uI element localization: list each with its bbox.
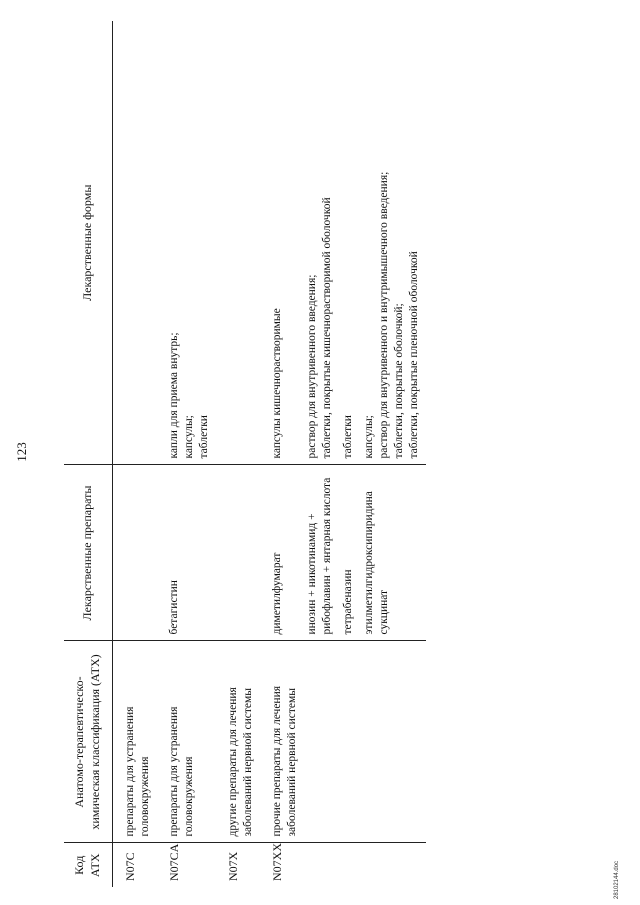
cell-classification (339, 641, 360, 843)
form-line: таблетки, покрытые кишечнорастворимой оболочкой (321, 197, 334, 459)
cell-forms (260, 21, 304, 465)
cell-forms (157, 21, 216, 465)
atx-drug-table (64, 21, 426, 887)
header-drugs: Лекарственные препараты (64, 465, 113, 641)
cell-forms (339, 21, 360, 465)
cell-drug (113, 465, 157, 641)
cell-drug: этилметилгидроксипиридина сукцинат (360, 465, 426, 641)
header-code: Код АТХ (64, 843, 113, 887)
cell-code: N07X (225, 851, 240, 881)
table-header-row (64, 21, 113, 887)
form-line: капли для приема внутрь; (167, 332, 180, 459)
table-row (157, 21, 216, 887)
form-line: раствор для внутривенного введения; (306, 274, 319, 459)
cell-drug: тетрабеназин (339, 465, 360, 641)
cell-forms (113, 21, 157, 465)
cell-forms (216, 21, 260, 465)
cell-classification: препараты для устранения головокружения (113, 641, 157, 843)
form-line: капсулы кишечнорастворимые (270, 308, 283, 459)
form-line: таблетки, покрытые оболочкой; (393, 303, 406, 459)
form-line: таблетки (342, 415, 355, 459)
form-line: таблетки (197, 415, 210, 459)
cell-code (360, 843, 426, 887)
cell-drug (216, 465, 260, 641)
cell-forms (360, 21, 426, 465)
header-forms: Лекарственные формы (64, 21, 113, 465)
table-row (303, 21, 339, 887)
cell-classification: другие препараты для лечения заболеваний нервной системы (216, 641, 260, 843)
cell-code: N07C (123, 852, 137, 881)
cell-code (339, 843, 360, 887)
cell-forms (303, 21, 339, 465)
table-row (216, 21, 260, 887)
page-number: 123 (14, 442, 29, 462)
cell-classification: препараты для устранения головокружения (157, 641, 216, 843)
form-line: таблетки, покрытые пленочной оболочкой (408, 251, 421, 459)
cell-drug: бетагистин (157, 465, 216, 641)
cell-code: N07XX (269, 843, 284, 881)
form-line: капсулы; (182, 415, 195, 459)
cell-classification: прочие препараты для лечения заболеваний нервной системы (260, 641, 304, 843)
cell-drug: инозин + никотинамид + рибофлавин + янтарная кислота (303, 465, 339, 641)
form-line: раствор для внутривенного и внутримышечного введения; (378, 171, 391, 459)
cell-code (303, 843, 339, 887)
cell-code: N07CA (166, 843, 181, 881)
cell-drug: диметилфумарат (260, 465, 304, 641)
cell-classification (360, 641, 426, 843)
table-row (360, 21, 426, 887)
header-classification: Анатомо-терапевтическо-химическая классификация (АТХ) (64, 641, 113, 843)
table-row (339, 21, 360, 887)
document-filename: 28102144.doc (614, 860, 620, 899)
table-row (113, 21, 157, 887)
cell-classification (303, 641, 339, 843)
form-line: капсулы; (363, 415, 376, 459)
table-row (260, 21, 304, 887)
